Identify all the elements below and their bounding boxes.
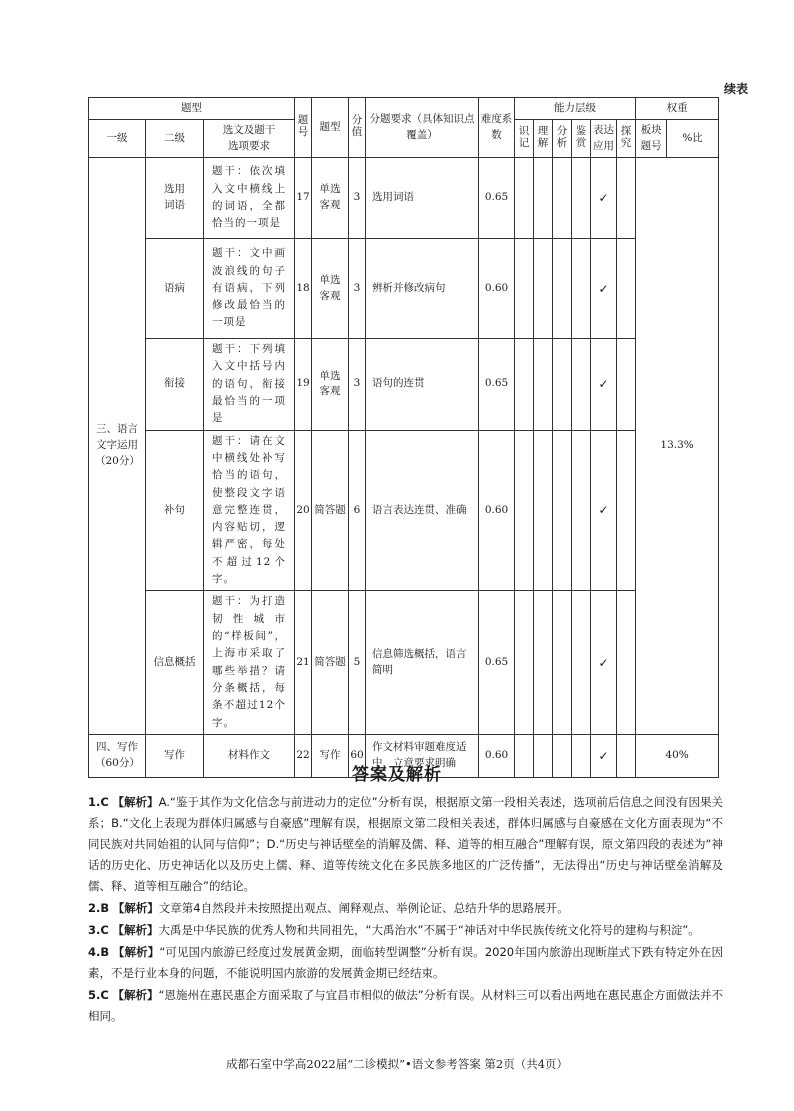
sub-req-cell: 语言表达连贯、准确 xyxy=(366,430,479,591)
answer-text: 文章第4自然段并未按照提出观点、阐释观点、举例论证、总结升华的思路展开。 xyxy=(158,901,569,915)
table-row xyxy=(89,339,719,431)
answer-number: 5. xyxy=(88,988,101,1002)
analysis-tag: 【解析】 xyxy=(112,901,159,915)
score-cell: 60 xyxy=(349,734,366,777)
header-pct: %比 xyxy=(667,120,719,158)
answer-number: 3. xyxy=(88,923,101,937)
qtype-cell: 单选客观 xyxy=(312,158,349,239)
header-level1: 一级 xyxy=(89,120,146,158)
stem-cell: 题干：为打造韧性城市的“样板间”，上海市采取了哪些举措？请分条概括，每条不超过12个字。 xyxy=(204,591,295,735)
qtype-cell: 单选客观 xyxy=(312,239,349,339)
check-mark: ✓ xyxy=(591,591,617,735)
score-cell: 3 xyxy=(349,339,366,431)
qtype-cell: 简答题 xyxy=(312,430,349,591)
header-sub-req: 分题要求（具体知识点覆盖） xyxy=(366,98,479,158)
page-footer: 成都石室中学高2022届“二诊模拟”•语文参考答案 第2页（共4页） xyxy=(225,1057,569,1071)
answer-item xyxy=(88,920,723,941)
check-mark: ✓ xyxy=(591,158,617,239)
check-mark: ✓ xyxy=(591,239,617,339)
score-cell: 6 xyxy=(349,430,366,591)
table-row xyxy=(89,591,719,735)
header-score: 分值 xyxy=(349,98,366,158)
qno-cell: 21 xyxy=(295,591,312,735)
answer-item xyxy=(88,792,723,897)
header-block-qno: 板块题号 xyxy=(636,120,667,158)
header-weight: 权重 xyxy=(636,98,719,120)
exam-spec-table xyxy=(88,97,719,778)
answer-item xyxy=(88,942,723,984)
difficulty-cell: 0.65 xyxy=(479,339,515,431)
header-question-type: 题型 xyxy=(89,98,295,120)
difficulty-cell: 0.60 xyxy=(479,430,515,591)
answer-number: 2. xyxy=(88,901,101,915)
stem-cell: 题干：下列填入文中括号内的语句，衔接最恰当的一项是 xyxy=(204,339,295,431)
answer-item xyxy=(88,898,723,919)
stem-cell: 材料作文 xyxy=(204,734,295,777)
qtype-cell: 简答题 xyxy=(312,591,349,735)
header-difficulty: 难度系数 xyxy=(479,98,515,158)
header-ab-analyze: 分析 xyxy=(553,120,572,158)
answer-choice: B xyxy=(100,945,110,959)
header-row-1 xyxy=(89,98,719,120)
answers-list xyxy=(88,792,723,1028)
level2-cell: 补句 xyxy=(146,430,204,591)
difficulty-cell: 0.60 xyxy=(479,239,515,339)
sub-req-cell: 信息筛选概括，语言简明 xyxy=(366,591,479,735)
score-cell: 5 xyxy=(349,591,366,735)
level2-cell: 信息概括 xyxy=(146,591,204,735)
analysis-tag: 【解析】 xyxy=(112,945,160,959)
qno-cell: 17 xyxy=(295,158,312,239)
qtype-cell: 写作 xyxy=(312,734,349,777)
continued-label: 续表 xyxy=(723,82,748,96)
difficulty-cell: 0.60 xyxy=(479,734,515,777)
answer-text: “可见国内旅游已经度过发展黄金期，面临转型调整”分析有误。2020年国内旅游出现断崖式下跌有特定外在因素，不是行业本身的问题，不能说明国内旅游的发展黄金期已经结束。 xyxy=(88,945,724,980)
answer-item xyxy=(88,985,723,1027)
sub-req-cell: 选用词语 xyxy=(366,158,479,239)
header-ab-understand: 理解 xyxy=(534,120,553,158)
sub-req-cell: 辨析并修改病句 xyxy=(366,239,479,339)
answer-choice: B xyxy=(100,901,110,915)
level2-cell: 衔接 xyxy=(146,339,204,431)
answer-text: “恩施州在惠民惠企方面采取了与宜昌市相似的做法”分析有误。从材料三可以看出两地在惠民惠企方面做法并不相同。 xyxy=(88,988,723,1023)
stem-cell: 题干：依次填入文中横线上的词语，全都恰当的一项是 xyxy=(204,158,295,239)
stem-cell: 题干：文中画波浪线的句子有语病，下列修改最恰当的一项是 xyxy=(204,239,295,339)
table-row xyxy=(89,158,719,239)
check-mark: ✓ xyxy=(591,734,617,777)
difficulty-cell: 0.65 xyxy=(479,591,515,735)
answers-title: 答案及解析 xyxy=(352,765,442,785)
stem-cell: 题干：请在文中横线处补写恰当的语句，使整段文字语意完整连贯，内容贴切，逻辑严密，每处不超过12个字。 xyxy=(204,430,295,591)
check-mark: ✓ xyxy=(591,430,617,591)
table-row xyxy=(89,430,719,591)
weight-language-use: 13.3% xyxy=(636,158,719,735)
answer-number: 4. xyxy=(88,945,101,959)
sub-req-cell: 语句的连贯 xyxy=(366,339,479,431)
answer-choice: C xyxy=(100,988,109,1002)
header-qno: 题号 xyxy=(295,98,312,158)
header-ab-appreciate: 鉴赏 xyxy=(572,120,591,158)
analysis-tag: 【解析】 xyxy=(112,988,159,1002)
qno-cell: 22 xyxy=(295,734,312,777)
level2-cell: 写作 xyxy=(146,734,204,777)
answer-number: 1. xyxy=(88,795,101,809)
analysis-tag: 【解析】 xyxy=(112,923,159,937)
sub-req-cell: 作文材料审题难度适中，立意要求明确 xyxy=(366,734,479,777)
header-stem-req: 选文及题干选项要求 xyxy=(204,120,295,158)
level1-language-use: 三、语言文字运用（20分） xyxy=(89,158,146,735)
answer-text: A.“鉴于其作为文化信念与前进动力的定位”分析有误，根据原文第一段相关表述，选项前后信息之间没有因果关系；B.“文化上表现为群体归属感与自豪感”理解有误，根据原文第二段相关表述，群体归属感与自豪感在文化方面表现为“不同民族对共同始祖的认同与信仰”；D.“历史与神话壁垒的消解及儒、释、道等的相互融合”理解有误，原文第四段的表述为“神话的历史化、历史神话化以及历史上儒、释、道等传统文化在多民族多地区的广泛传播”，无法得出“历史与神话壁垒消解及儒、释、道等相互融合”的结论。 xyxy=(88,795,724,893)
level1-writing: 四、写作（60分） xyxy=(89,734,146,777)
qno-cell: 18 xyxy=(295,239,312,339)
level2-cell: 选用词语 xyxy=(146,158,204,239)
header-ab-explore: 探究 xyxy=(617,120,636,158)
answer-choice: C xyxy=(100,923,109,937)
analysis-tag: 【解析】 xyxy=(112,795,159,809)
header-qtype: 题型 xyxy=(312,98,349,158)
score-cell: 3 xyxy=(349,158,366,239)
header-ab-memorize: 识记 xyxy=(515,120,534,158)
level2-cell: 语病 xyxy=(146,239,204,339)
header-level2: 二级 xyxy=(146,120,204,158)
score-cell: 3 xyxy=(349,239,366,339)
check-mark: ✓ xyxy=(591,339,617,431)
qno-cell: 20 xyxy=(295,430,312,591)
header-ability: 能力层级 xyxy=(515,98,636,120)
qtype-cell: 单选客观 xyxy=(312,339,349,431)
difficulty-cell: 0.65 xyxy=(479,158,515,239)
weight-writing: 40% xyxy=(636,734,719,777)
qno-cell: 19 xyxy=(295,339,312,431)
table-row xyxy=(89,239,719,339)
answer-choice: C xyxy=(100,795,109,809)
header-ab-express: 表达应用 xyxy=(591,120,617,158)
answer-text: 大禹是中华民族的优秀人物和共同祖先，“大禹治水”不属于“神话对中华民族传统文化符号的建构与积淀”。 xyxy=(158,923,700,937)
